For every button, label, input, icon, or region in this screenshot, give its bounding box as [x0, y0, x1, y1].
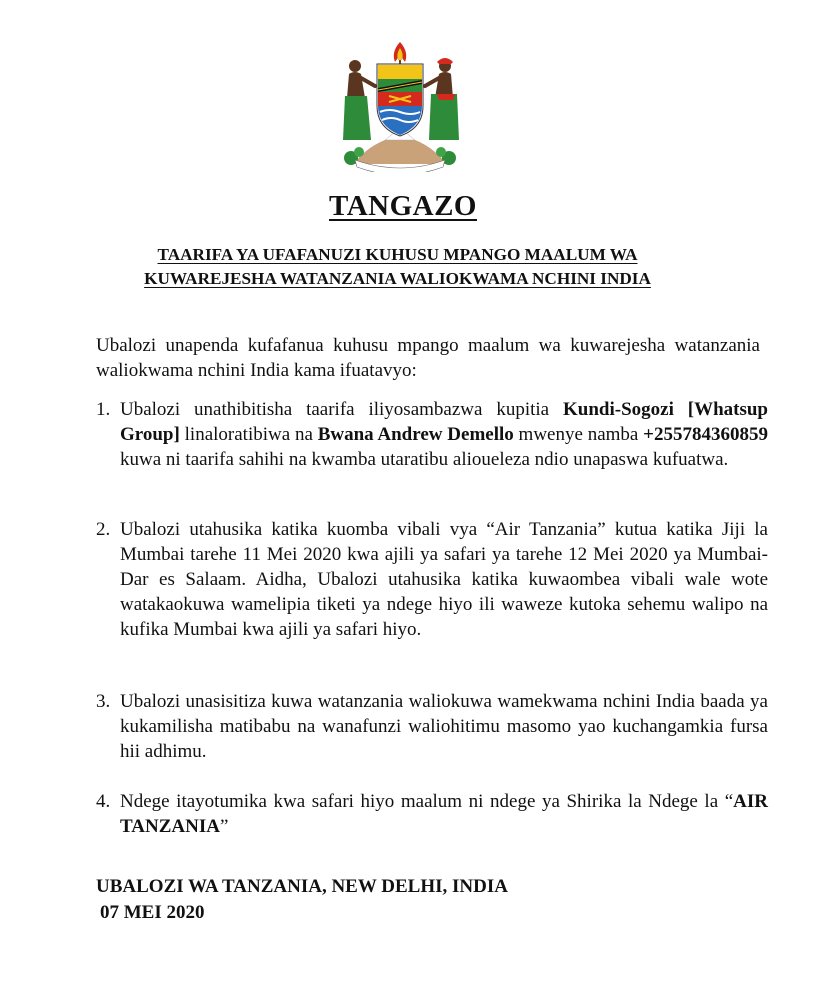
coat-of-arms-emblem [333, 36, 467, 172]
list-item [96, 789, 768, 839]
list-item-text: Ubalozi utahusika katika kuomba vibali vya “Air Tanzania” kutua katika Jiji la Mumbai tarehe 11 Mei 2020 kwa ajili ya safari ya tarehe 12 Mei 2020 ya Mumbai-Dar es Salaam. Aidha, Ubalozi utahusika katika kuwaombea vibali wale wote watakaokuwa wamelipia tiketi ya ndege hiyo ili waweze kutoka sehemu walipo na kufika Mumbai kwa ajili ya safari hiyo. [120, 519, 768, 640]
page-title: TANGAZO [329, 190, 477, 222]
whatsapp-group-name: Kundi-Sogozi [Whatsup Group] [120, 399, 768, 445]
list-item-number: 3. [96, 691, 111, 712]
subheading-line-1: TAARIFA YA UFAFANUZI KUHUSU MPANGO MAALUM WA [157, 245, 638, 264]
list-item [96, 689, 768, 764]
airline-name: AIR TANZANIA [120, 791, 768, 837]
coordinator-name: Bwana Andrew Demello [317, 424, 514, 445]
list-item-number: 1. [96, 399, 111, 420]
issue-date: 07 MEI 2020 [100, 902, 205, 923]
list-item-text: Ndege itayotumika kwa safari hiyo maalum ni ndege ya Shirika la Ndege la “AIR TANZANIA” [120, 791, 768, 837]
list-item-text: Ubalozi unathibitisha taarifa iliyosambazwa kupitia Kundi-Sogozi [Whatsup Group] linaloratibiwa na Bwana Andrew Demello mwenye namba +255784360859 kuwa ni taarifa sahihi na kwamba utaratibu alioueleza ndio unapaswa kufuatwa. [120, 399, 768, 470]
list-item-number: 2. [96, 519, 111, 540]
intro-paragraph: Ubalozi unapenda kufafanua kuhusu mpango maalum wa kuwarejesha watanzania waliokwama nchini India kama ifuatavyo: [96, 335, 760, 381]
list-item-text: Ubalozi unasisitiza kuwa watanzania waliokuwa wamekwama nchini India baada ya kukamilisha matibabu na wanafunzi waliohitimu masomo yao kuchangamkia fursa hii adhimu. [120, 691, 768, 762]
tanzania-coat-of-arms-icon [333, 36, 467, 172]
list-item-number: 4. [96, 791, 111, 812]
list-item [96, 517, 768, 642]
subheading-line-2: KUWAREJESHA WATANZANIA WALIOKWAMA NCHINI INDIA [144, 269, 651, 288]
issuer-signature: UBALOZI WA TANZANIA, NEW DELHI, INDIA [96, 876, 508, 897]
contact-phone-number: +255784360859 [643, 424, 768, 445]
list-item [96, 397, 768, 472]
